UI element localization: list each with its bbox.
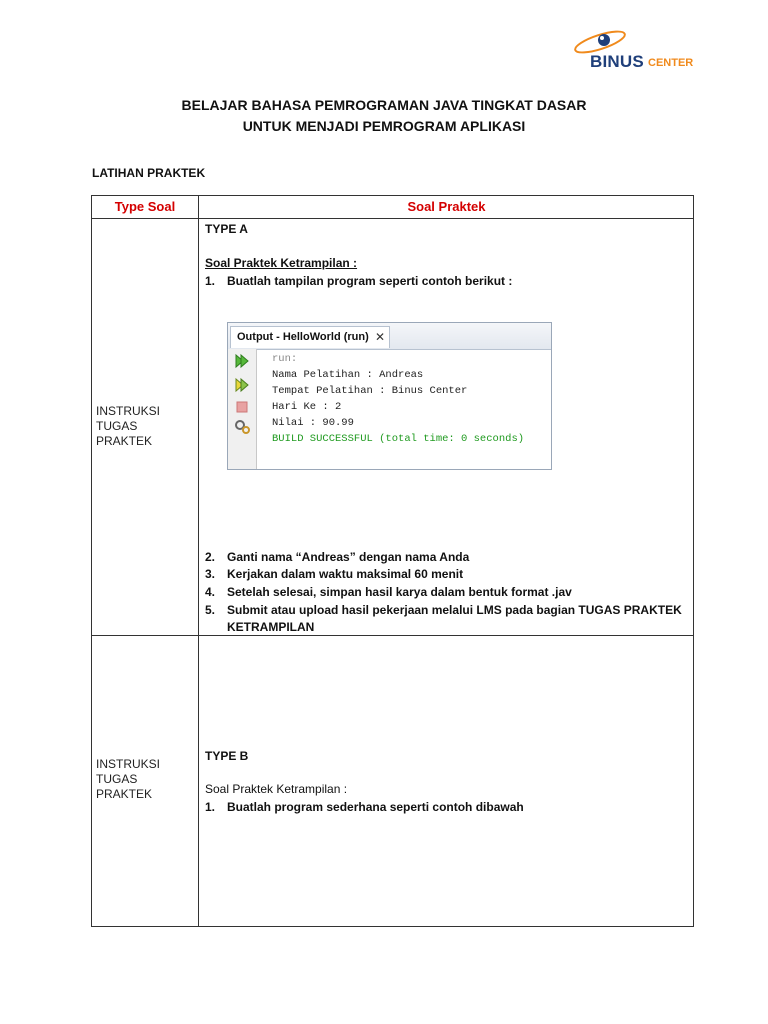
output-toolbar [228,349,257,469]
console-line: run: [272,353,298,365]
type-a-label: TYPE A [205,222,248,236]
rerun-icon[interactable] [234,377,250,393]
logo-sub: CENTER [648,57,694,69]
run-icon[interactable] [234,353,250,369]
list-item: Submit atau upload hasil pekerjaan melalui LMS pada bagian TUGAS PRAKTEK [227,603,682,617]
list-item: Buatlah tampilan program seperti contoh berikut : [227,274,513,288]
close-icon[interactable]: ✕ [375,330,386,344]
item-number: 1. [205,274,216,288]
console-line: Tempat Pelatihan : Binus Center [272,385,468,397]
type-a-heading: Soal Praktek Ketrampilan : [205,256,358,270]
item-number: 3. [205,567,216,581]
logo-brand: BINUS [590,52,644,71]
output-tab-title: Output - HelloWorld (run) [237,331,369,343]
list-item: Ganti nama “Andreas” dengan nama Anda [227,550,470,564]
list-item: Buatlah program sederhana seperti contoh dibawah [227,800,524,814]
output-tab-bar [228,323,551,350]
header-soal-praktek: Soal Praktek [407,199,486,214]
console-line: Nilai : 90.99 [272,417,354,429]
item-number: 5. [205,603,216,617]
list-item-continuation: KETRAMPILAN [227,620,315,634]
header-type-soal: Type Soal [114,199,176,214]
item-number: 4. [205,585,216,599]
instruction-line: PRAKTEK [96,787,153,801]
console-line: BUILD SUCCESSFUL (total time: 0 seconds) [272,433,525,445]
section-label: LATIHAN PRAKTEK [92,166,206,180]
table-column-divider [198,195,199,927]
output-window [227,322,552,470]
table-row-divider [91,635,694,636]
row-b-instruction [96,757,186,802]
instruction-line: PRAKTEK [96,434,153,448]
list-item: Setelah selesai, simpan hasil karya dalam bentuk format .jav [227,585,572,599]
stop-icon[interactable] [234,399,250,415]
instruction-line: INSTRUKSI [96,757,161,771]
type-b-label: TYPE B [205,749,249,763]
console-line: Hari Ke : 2 [272,401,342,413]
item-number: 2. [205,550,216,564]
console-line: Nama Pelatihan : Andreas [272,369,424,381]
instruction-line: INSTRUKSI [96,404,161,418]
item-number: 1. [205,800,216,814]
instruction-line: TUGAS [96,772,138,786]
instruction-line: TUGAS [96,419,138,433]
output-tab[interactable] [230,326,390,348]
binus-center-logo [566,28,706,76]
row-a-instruction [96,404,186,449]
type-b-heading: Soal Praktek Ketrampilan : [205,782,348,796]
list-item: Kerjakan dalam waktu maksimal 60 menit [227,567,464,581]
table-header-divider [91,218,694,219]
doc-title-line1: BELAJAR BAHASA PEMROGRAMAN JAVA TINGKAT DASAR [181,97,587,113]
doc-title-line2: UNTUK MENJADI PEMROGRAM APLIKASI [242,118,526,134]
settings-icon[interactable] [234,419,252,435]
